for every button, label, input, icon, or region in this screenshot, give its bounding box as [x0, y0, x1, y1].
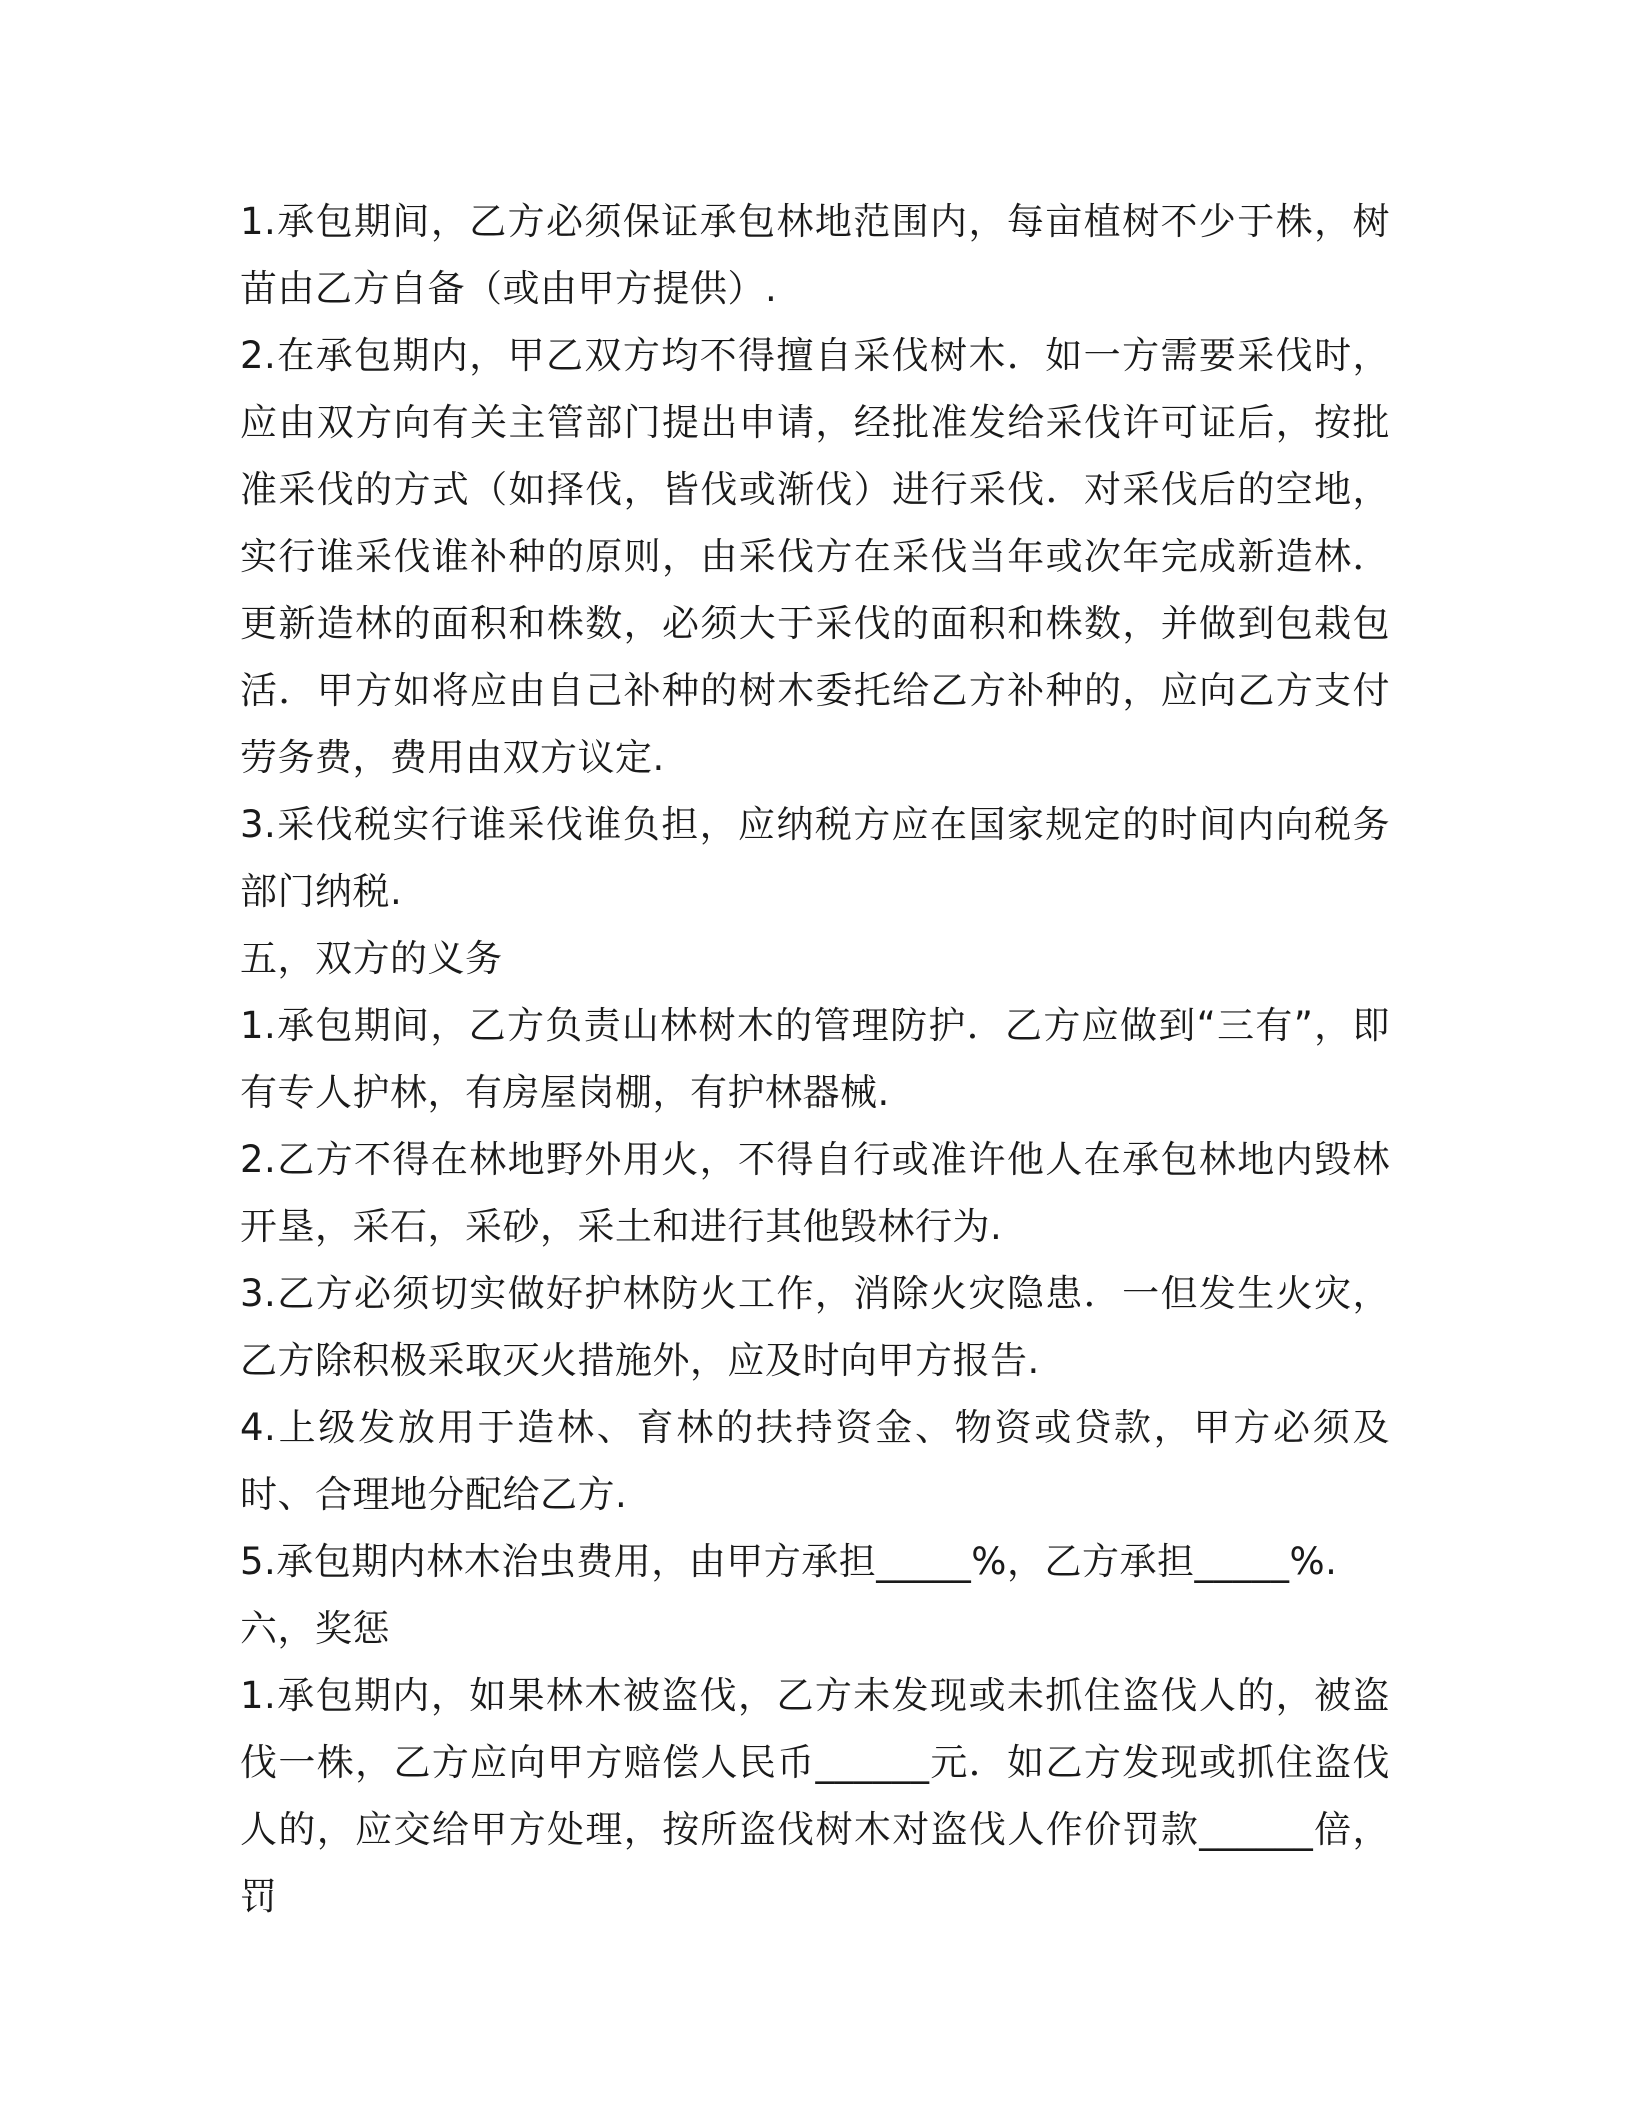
paragraph-theft-penalty: 1.承包期内，如果林木被盗伐，乙方未发现或未抓住盗伐人的，被盗伐一株，乙方应向甲方赔偿人民币______元．如乙方发现或抓住盗伐人的，应交给甲方处理，按所盗伐树木对盗伐人作价罚款______倍，罚 [240, 1674, 1390, 1918]
paragraph-logging-tax: 3.采伐税实行谁采伐谁负担，应纳税方应在国家规定的时间内向税务部门纳税. [240, 803, 1390, 913]
paragraph-funding-allocation: 4.上级发放用于造林、育林的扶持资金、物资或贷款，甲方必须及时、合理地分配给乙方. [240, 1406, 1390, 1516]
section-heading-rewards-penalties: 六，奖惩 [240, 1607, 390, 1650]
document-body [240, 188, 1390, 1930]
paragraph-logging-rules: 2.在承包期内，甲乙双方均不得擅自采伐树木．如一方需要采伐时，应由双方向有关主管部门提出申请，经批准发给采伐许可证后，按批准采伐的方式（如择伐，皆伐或渐伐）进行采伐．对采伐后的空地，实行谁采伐谁补种的原则，由采伐方在采伐当年或次年完成新造林．更新造林的面积和株数，必须大于采伐的面积和株数，并做到包栽包活．甲方如将应由自己补种的树木委托给乙方补种的，应向乙方支付劳务费，费用由双方议定. [240, 334, 1390, 779]
paragraph-pest-cost-split: 5.承包期内林木治虫费用，由甲方承担_____%，乙方承担_____%. [240, 1540, 1338, 1583]
paragraph-planting-requirement: 1.承包期间，乙方必须保证承包林地范围内，每亩植树不少于株，树苗由乙方自备（或由甲方提供）. [240, 200, 1390, 310]
paragraph-fire-prevention: 3.乙方必须切实做好护林防火工作，消除火灾隐患．一但发生火灾，乙方除积极采取灭火措施外，应及时向甲方报告. [240, 1272, 1390, 1382]
paragraph-fire-land-use: 2.乙方不得在林地野外用火，不得自行或准许他人在承包林地内毁林开垦，采石，采砂，采土和进行其他毁林行为. [240, 1138, 1390, 1248]
section-heading-obligations: 五，双方的义务 [240, 937, 503, 980]
paragraph-protection-duty: 1.承包期间，乙方负责山林树木的管理防护．乙方应做到“三有”，即有专人护林，有房屋岗棚，有护林器械. [240, 1004, 1390, 1114]
